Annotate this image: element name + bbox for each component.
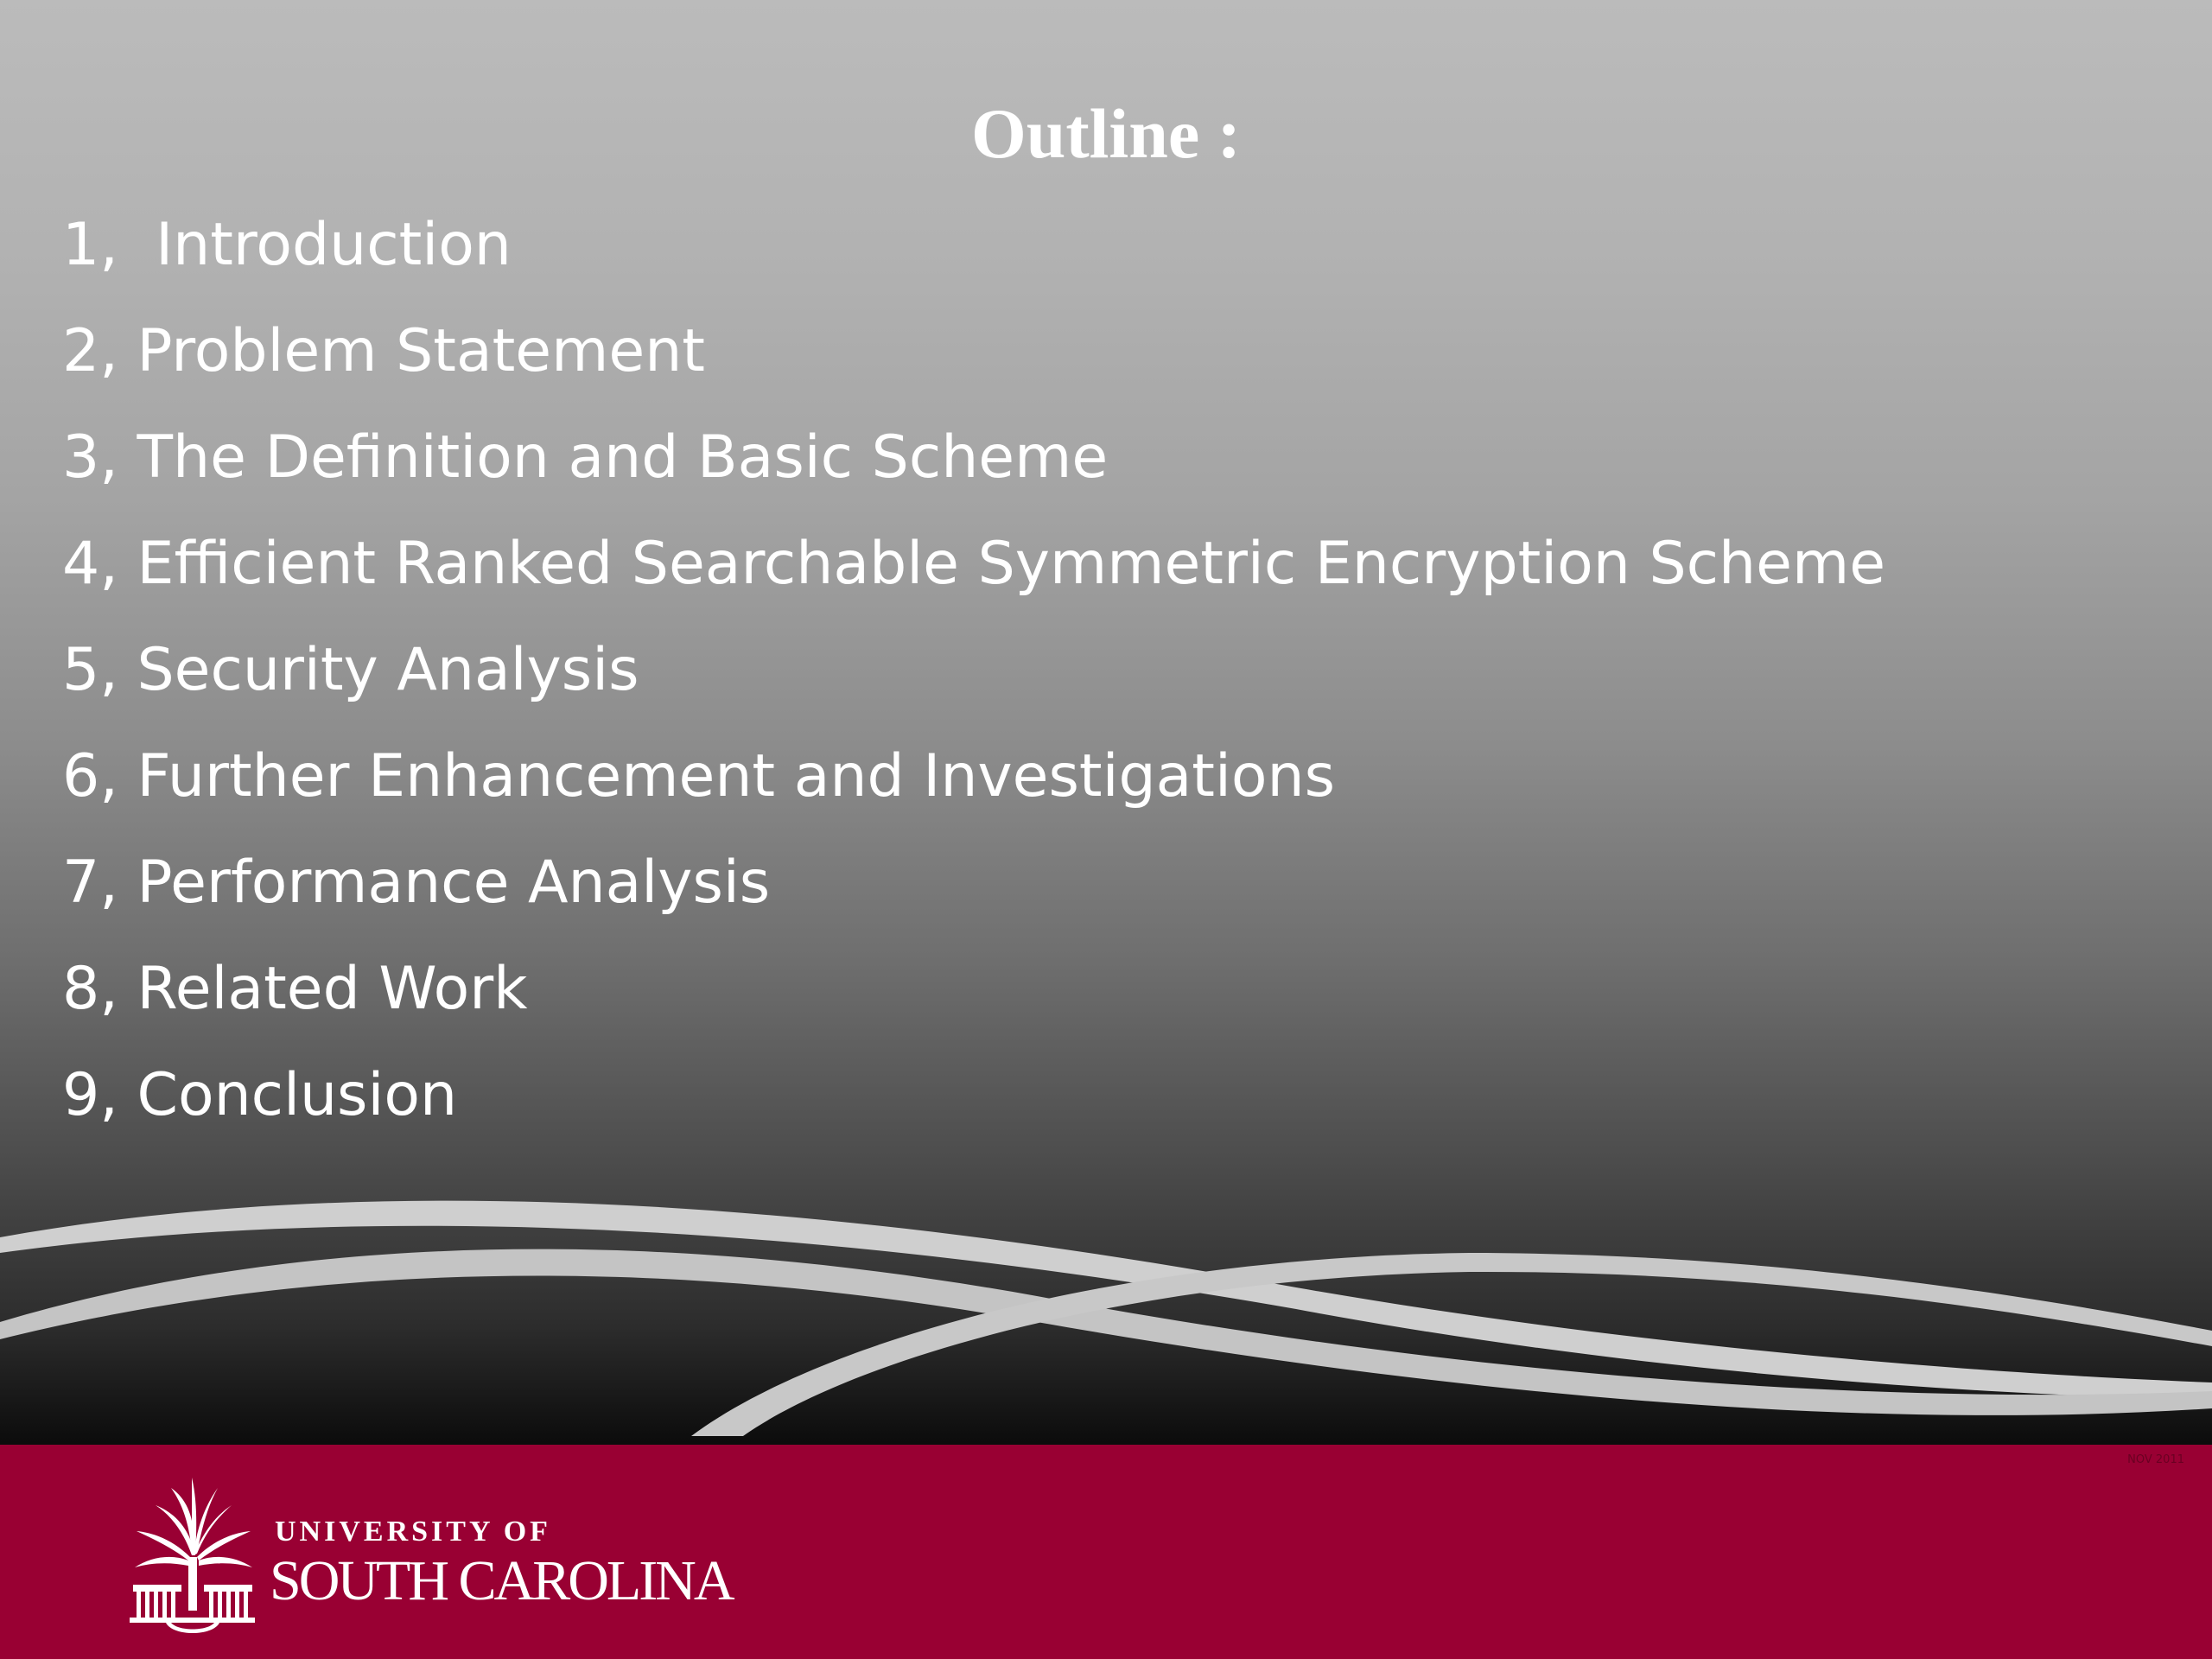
outline-item-ranked-sse: 4, Efficient Ranked Searchable Symmetric Encryption Scheme [62, 530, 1886, 598]
palmetto-tree-icon [121, 1471, 264, 1643]
outline-list [62, 192, 1885, 1148]
slide-title: Outline : [970, 94, 1242, 173]
logo-state-line: SOUTH CAROLINA [270, 1549, 733, 1612]
outline-item-performance-analysis: 7, Performance Analysis [62, 849, 771, 917]
outline-item-related-work: 8, Related Work [62, 955, 528, 1023]
outline-item-conclusion: 9, Conclusion [62, 1061, 458, 1129]
footer-bar [0, 1445, 2212, 1659]
footer-corner-note: NOV 2011 [2127, 1453, 2184, 1466]
outline-item-problem-statement: 2, Problem Statement [62, 317, 705, 385]
logo-university-line: UNIVERSITY OF [275, 1516, 551, 1548]
outline-item-security-analysis: 5, Security Analysis [62, 636, 639, 704]
outline-item-introduction: 1, Introduction [62, 211, 512, 279]
outline-item-definition: 3, The Definition and Basic Scheme [62, 423, 1109, 492]
outline-item-further-enhancement: 6, Further Enhancement and Investigations [62, 742, 1335, 810]
decorative-swooshes [0, 1123, 2212, 1469]
